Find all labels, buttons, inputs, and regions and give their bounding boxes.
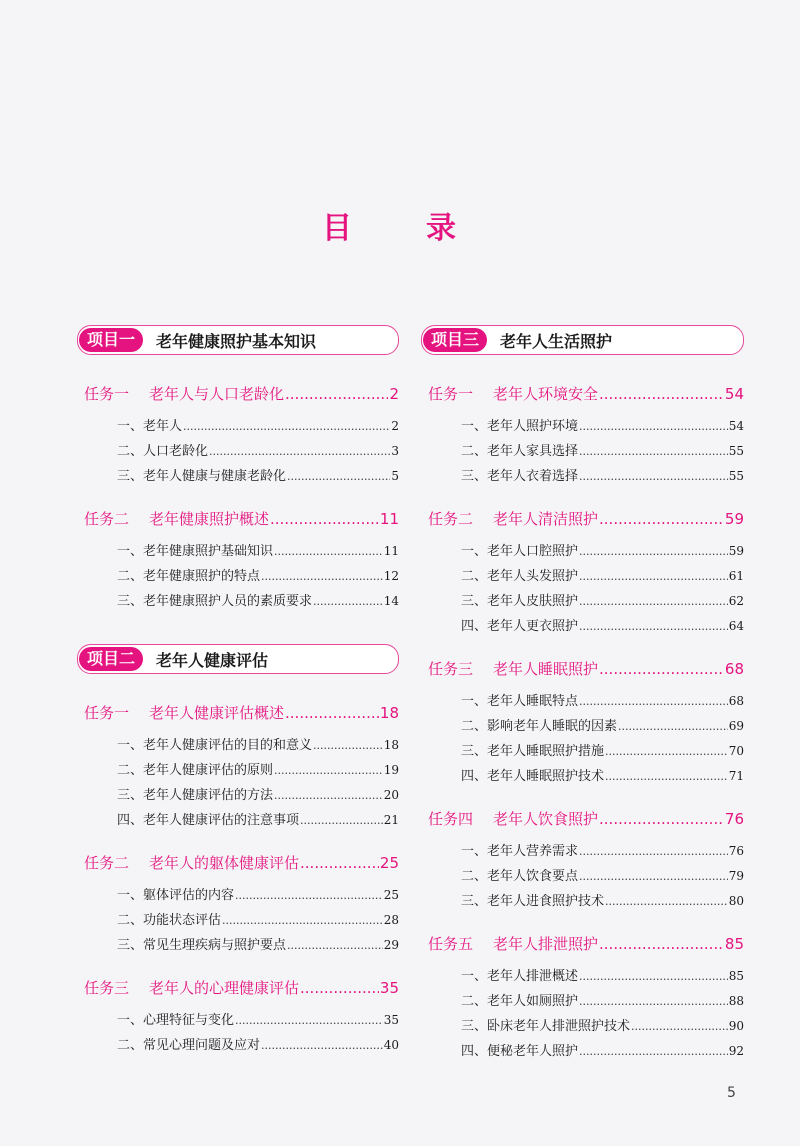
project-title: 老年健康照护基本知识 <box>156 331 317 351</box>
subsection-page: 2 <box>391 419 399 433</box>
task-page: 18 <box>379 704 399 722</box>
subsection-title: 四、便秘老年人照护 <box>461 1044 579 1059</box>
subsection-page: 79 <box>728 869 744 883</box>
page-title: 目 录 <box>322 211 478 246</box>
subsection-page: 21 <box>383 813 399 827</box>
subsection-title: 一、老年健康照护基础知识 <box>117 544 274 559</box>
dot-leader <box>183 418 390 436</box>
subsection-title: 三、老年人健康与健康老龄化 <box>117 469 287 484</box>
subsection-entry[interactable] <box>461 1042 744 1060</box>
subsection-entry[interactable] <box>461 542 744 560</box>
subsection-title: 四、老年人健康评估的注意事项 <box>117 813 300 828</box>
subsection-entry[interactable] <box>117 592 399 610</box>
subsection-title: 一、老年人睡眠特点 <box>461 694 579 709</box>
task-page: 68 <box>724 660 744 678</box>
subsection-entry[interactable] <box>117 936 399 954</box>
subsection-title: 三、老年人健康评估的方法 <box>117 788 274 803</box>
task-page: 2 <box>389 385 399 403</box>
project-title: 老年人健康评估 <box>156 650 269 670</box>
task-title: 老年人健康评估概述 <box>149 704 285 722</box>
task-title: 老年人睡眠照护 <box>493 660 599 678</box>
dot-leader <box>605 768 728 786</box>
task-page: 59 <box>724 510 744 528</box>
subsection-page: 59 <box>728 544 744 558</box>
subsection-page: 40 <box>383 1038 399 1052</box>
subsection-page: 55 <box>728 469 744 483</box>
subsection-title: 三、老年健康照护人员的素质要求 <box>117 594 313 609</box>
subsection-entry[interactable] <box>117 467 399 485</box>
dot-leader <box>579 418 728 436</box>
subsection-entry[interactable] <box>461 992 744 1010</box>
dot-leader <box>579 868 728 886</box>
subsection-entry[interactable] <box>117 811 399 829</box>
subsection-title: 二、老年人如厕照护 <box>461 994 579 1009</box>
task-title: 老年人清洁照护 <box>493 510 599 528</box>
subsection-title: 二、老年健康照护的特点 <box>117 569 261 584</box>
subsection-entry[interactable] <box>117 567 399 585</box>
dot-leader <box>300 812 383 830</box>
subsection-page: 90 <box>728 1019 744 1033</box>
subsection-page: 62 <box>728 594 744 608</box>
task-entry[interactable] <box>428 509 744 529</box>
subsection-title: 二、人口老龄化 <box>117 444 209 459</box>
subsection-page: 3 <box>391 444 399 458</box>
subsection-page: 14 <box>383 594 399 608</box>
subsection-entry[interactable] <box>461 867 744 885</box>
dot-leader <box>605 743 728 761</box>
task-number: 任务二 <box>84 510 130 528</box>
task-entry[interactable] <box>428 384 744 404</box>
dot-leader <box>300 853 379 873</box>
subsection-title: 三、老年人进食照护技术 <box>461 894 605 909</box>
subsection-title: 三、老年人皮肤照护 <box>461 594 579 609</box>
dot-leader <box>274 787 383 805</box>
subsection-entry[interactable] <box>461 1017 744 1035</box>
subsection-title: 三、卧床老年人排泄照护技术 <box>461 1019 631 1034</box>
subsection-entry[interactable] <box>461 767 744 785</box>
dot-leader <box>579 593 728 611</box>
dot-leader <box>274 762 383 780</box>
subsection-page: 29 <box>383 938 399 952</box>
task-number: 任务五 <box>428 935 474 953</box>
task-page: 54 <box>724 385 744 403</box>
task-number: 任务一 <box>84 385 130 403</box>
task-title: 老年人饮食照护 <box>493 810 599 828</box>
dot-leader <box>618 718 728 736</box>
subsection-entry[interactable] <box>461 592 744 610</box>
subsection-page: 35 <box>383 1013 399 1027</box>
task-number: 任务二 <box>84 854 130 872</box>
subsection-page: 20 <box>383 788 399 802</box>
task-title: 老年人与人口老龄化 <box>149 385 285 403</box>
subsection-title: 一、老年人照护环境 <box>461 419 579 434</box>
subsection-entry[interactable] <box>117 542 399 560</box>
dot-leader <box>579 968 728 986</box>
dot-leader <box>579 618 728 636</box>
task-title: 老年健康照护概述 <box>149 510 270 528</box>
task-number: 任务二 <box>428 510 474 528</box>
subsection-title: 一、心理特征与变化 <box>117 1013 235 1028</box>
subsection-page: 19 <box>383 763 399 777</box>
task-page: 85 <box>724 935 744 953</box>
dot-leader <box>599 934 724 954</box>
subsection-title: 一、老年人口腔照护 <box>461 544 579 559</box>
page-number: 5 <box>727 1085 736 1101</box>
subsection-entry[interactable] <box>117 886 399 904</box>
task-title: 老年人环境安全 <box>493 385 599 403</box>
subsection-page: 5 <box>391 469 399 483</box>
dot-leader <box>579 543 728 561</box>
subsection-title: 二、老年人家具选择 <box>461 444 579 459</box>
subsection-entry[interactable] <box>117 736 399 754</box>
project-badge: 项目一 <box>79 328 143 352</box>
dot-leader <box>313 737 383 755</box>
dot-leader <box>579 1043 728 1061</box>
subsection-entry[interactable] <box>117 1011 399 1029</box>
subsection-page: 55 <box>728 444 744 458</box>
dot-leader <box>209 443 390 461</box>
dot-leader <box>599 384 724 404</box>
task-number: 任务一 <box>84 704 130 722</box>
subsection-title: 一、老年人营养需求 <box>461 844 579 859</box>
project-header[interactable] <box>77 325 399 355</box>
project-badge: 项目三 <box>423 328 487 352</box>
dot-leader <box>261 1037 383 1055</box>
subsection-title: 四、老年人更衣照护 <box>461 619 579 634</box>
project-header[interactable] <box>77 644 399 674</box>
toc-right-column <box>421 325 744 1060</box>
task-entry[interactable] <box>428 809 744 829</box>
subsection-title: 二、老年人头发照护 <box>461 569 579 584</box>
dot-leader <box>285 384 388 404</box>
dot-leader <box>579 993 728 1011</box>
subsection-entry[interactable] <box>461 967 744 985</box>
subsection-entry[interactable] <box>461 567 744 585</box>
subsection-page: 11 <box>383 544 399 558</box>
subsection-entry[interactable] <box>117 442 399 460</box>
dot-leader <box>313 593 383 611</box>
subsection-page: 64 <box>728 619 744 633</box>
project-header[interactable] <box>421 325 744 355</box>
subsection-page: 54 <box>728 419 744 433</box>
task-title: 老年人排泄照护 <box>493 935 599 953</box>
task-page: 11 <box>379 510 399 528</box>
subsection-title: 三、常见生理疾病与照护要点 <box>117 938 287 953</box>
subsection-page: 92 <box>728 1044 744 1058</box>
dot-leader <box>579 843 728 861</box>
subsection-page: 85 <box>728 969 744 983</box>
subsection-title: 一、老年人排泄概述 <box>461 969 579 984</box>
dot-leader <box>235 1012 383 1030</box>
task-entry[interactable] <box>84 384 399 404</box>
task-page: 25 <box>379 854 399 872</box>
subsection-page: 76 <box>728 844 744 858</box>
toc-left-column <box>77 325 399 1054</box>
subsection-title: 二、影响老年人睡眠的因素 <box>461 719 618 734</box>
dot-leader <box>235 887 383 905</box>
subsection-page: 69 <box>728 719 744 733</box>
subsection-entry[interactable] <box>117 417 399 435</box>
project-title: 老年人生活照护 <box>500 331 613 351</box>
subsection-title: 二、老年人饮食要点 <box>461 869 579 884</box>
project-badge: 项目二 <box>79 647 143 671</box>
task-title: 老年人的躯体健康评估 <box>149 854 300 872</box>
subsection-title: 一、老年人 <box>117 419 183 434</box>
subsection-title: 二、常见心理问题及应对 <box>117 1038 261 1053</box>
subsection-title: 二、老年人健康评估的原则 <box>117 763 274 778</box>
subsection-title: 三、老年人睡眠照护措施 <box>461 744 605 759</box>
subsection-title: 三、老年人衣着选择 <box>461 469 579 484</box>
dot-leader <box>287 937 383 955</box>
subsection-page: 88 <box>728 994 744 1008</box>
task-entry[interactable] <box>428 934 744 954</box>
task-number: 任务四 <box>428 810 474 828</box>
task-page: 35 <box>379 979 399 997</box>
dot-leader <box>599 509 724 529</box>
dot-leader <box>599 809 724 829</box>
subsection-title: 二、功能状态评估 <box>117 913 222 928</box>
task-entry[interactable] <box>84 978 399 998</box>
subsection-title: 一、老年人健康评估的目的和意义 <box>117 738 313 753</box>
subsection-entry[interactable] <box>461 742 744 760</box>
subsection-title: 四、老年人睡眠照护技术 <box>461 769 605 784</box>
task-page: 76 <box>724 810 744 828</box>
subsection-entry[interactable] <box>461 892 744 910</box>
task-number: 任务三 <box>84 979 130 997</box>
subsection-page: 80 <box>728 894 744 908</box>
task-entry[interactable] <box>84 703 399 723</box>
dot-leader <box>270 509 379 529</box>
subsection-entry[interactable] <box>117 1036 399 1054</box>
subsection-entry[interactable] <box>461 617 744 635</box>
task-number: 任务三 <box>428 660 474 678</box>
task-title: 老年人的心理健康评估 <box>149 979 300 997</box>
subsection-page: 68 <box>728 694 744 708</box>
subsection-entry[interactable] <box>461 842 744 860</box>
subsection-entry[interactable] <box>461 467 744 485</box>
dot-leader <box>579 568 728 586</box>
subsection-page: 25 <box>383 888 399 902</box>
subsection-entry[interactable] <box>117 786 399 804</box>
dot-leader <box>605 893 728 911</box>
dot-leader <box>222 912 383 930</box>
subsection-page: 70 <box>728 744 744 758</box>
task-number: 任务一 <box>428 385 474 403</box>
task-entry[interactable] <box>84 509 399 529</box>
dot-leader <box>287 468 390 486</box>
task-entry[interactable] <box>428 659 744 679</box>
subsection-entry[interactable] <box>461 417 744 435</box>
dot-leader <box>261 568 383 586</box>
subsection-entry[interactable] <box>461 717 744 735</box>
subsection-page: 71 <box>728 769 744 783</box>
dot-leader <box>274 543 383 561</box>
dot-leader <box>579 468 728 486</box>
subsection-entry[interactable] <box>461 692 744 710</box>
subsection-entry[interactable] <box>461 442 744 460</box>
dot-leader <box>285 703 379 723</box>
dot-leader <box>300 978 379 998</box>
subsection-page: 28 <box>383 913 399 927</box>
subsection-page: 61 <box>728 569 744 583</box>
subsection-title: 一、躯体评估的内容 <box>117 888 235 903</box>
subsection-page: 18 <box>383 738 399 752</box>
dot-leader <box>631 1018 728 1036</box>
task-entry[interactable] <box>84 853 399 873</box>
subsection-entry[interactable] <box>117 911 399 929</box>
dot-leader <box>579 693 728 711</box>
subsection-page: 12 <box>383 569 399 583</box>
subsection-entry[interactable] <box>117 761 399 779</box>
dot-leader <box>579 443 728 461</box>
dot-leader <box>599 659 724 679</box>
